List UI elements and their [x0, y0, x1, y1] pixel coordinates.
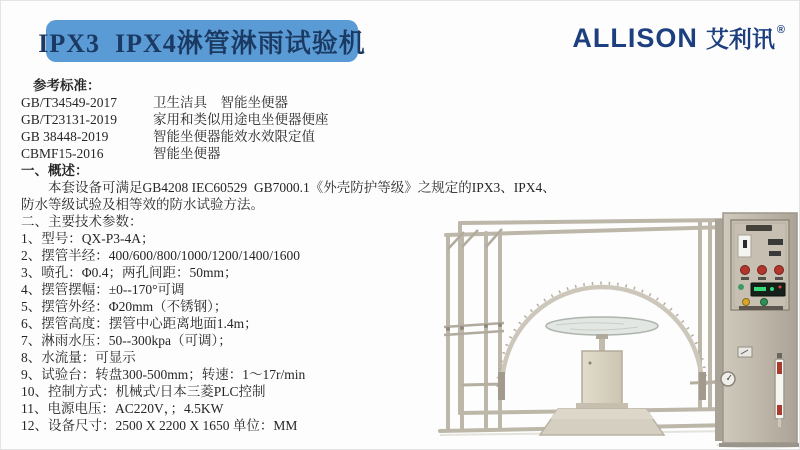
yellow-button[interactable]	[743, 299, 750, 306]
specs-heading: 二、主要技术参数：	[21, 214, 143, 229]
spec-item: 9、试验台：转盘300-500mm；转速：1～17r/min	[21, 367, 306, 382]
standard-code: GB/T34549-2017	[21, 95, 117, 110]
standard-code: GB/T23131-2019	[21, 112, 117, 127]
standard-code: CBMF15-2016	[21, 146, 104, 161]
overview-line1: 本套设备可满足GB4208 IEC60529 GB7000.1《外壳防护等级》之规定的IPX3、IPX4、	[48, 180, 556, 195]
standard-name: 卫生洁具 智能坐便器	[153, 95, 288, 110]
standards-heading: 参考标准：	[33, 78, 101, 93]
standard-row	[21, 145, 621, 162]
control-panel	[731, 220, 789, 310]
green-indicator[interactable]	[738, 284, 744, 290]
product-photo	[438, 207, 800, 449]
spec-item: 5、摆管外经：Φ20mm（不锈钢）；	[21, 299, 228, 314]
standard-name: 智能坐便器能效水效限定值	[153, 129, 315, 144]
brand-logo-text-en: ALLISON	[572, 23, 698, 53]
spec-item: 2、摆管半经：400/600/800/1000/1200/1400/1600	[21, 248, 301, 263]
control-cabinet	[715, 213, 800, 449]
red-indicator-buttons[interactable]	[741, 266, 784, 275]
panel-bottom-label	[739, 306, 783, 310]
registered-trademark-icon: ®	[776, 24, 785, 36]
spec-item: 12、设备尺寸：2500 X 2200 X 1650 单位：MM	[21, 418, 298, 433]
panel-title-label	[746, 225, 772, 231]
spec-item: 4、摆管摆幅：±0--170°可调	[21, 282, 185, 297]
overview-line2: 防水等级试验及相等效的防水试验方法。	[21, 197, 264, 212]
standard-row	[21, 111, 621, 128]
spec-item: 3、喷孔：Φ0.4；两孔间距：50mm；	[21, 265, 238, 280]
page-title-banner	[38, 20, 366, 62]
digital-display	[751, 283, 785, 296]
flow-meter	[775, 353, 784, 427]
brand-logo-text-cn: 艾利讯	[705, 26, 775, 52]
spec-item: 1、型号：QX-P3-4A；	[21, 231, 155, 246]
spec-item: 6、摆管高度：摆管中心距离地面1.4m；	[21, 316, 258, 331]
overview-heading: 一、概述：	[21, 163, 89, 178]
spec-item: 10、控制方式：机械式/日本三菱PLC控制	[21, 384, 266, 399]
panel-display-slot	[768, 239, 783, 245]
standard-name: 家用和类似用途电坐便器便座	[153, 112, 329, 127]
green-button[interactable]	[761, 299, 768, 306]
standard-row	[21, 94, 621, 111]
pressure-gauge	[721, 372, 735, 386]
standard-code: GB 38448-2019	[21, 129, 109, 144]
brand-logo	[572, 25, 785, 52]
spec-item: 11、电源电压：AC220V，；4.5KW	[21, 401, 224, 416]
spec-item: 7、淋雨水压：50--300kpa（可调）；	[21, 333, 232, 348]
standard-row	[21, 128, 621, 145]
standard-name: 智能坐便器	[153, 146, 221, 161]
panel-display-slot	[769, 251, 781, 256]
spec-item: 8、水流量：可显示	[21, 350, 136, 365]
page-title: IPX3 IPX4淋管淋雨试验机	[38, 28, 366, 58]
turntable	[540, 317, 664, 435]
